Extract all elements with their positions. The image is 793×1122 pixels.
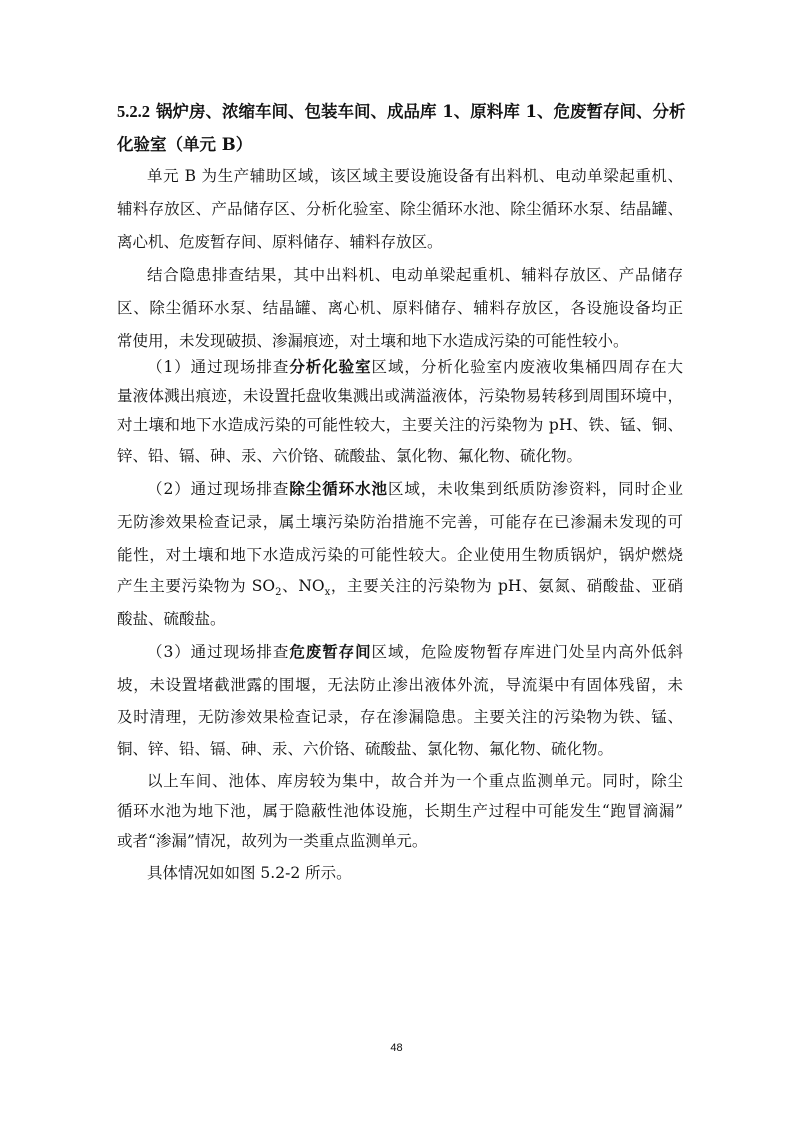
item-1-lead: （1）通过现场排查 [147, 358, 290, 376]
paragraph-3-line-3: 对土壤和地下水造成污染的可能性较大，主要关注的污染物为 pH、铁、锰、铜、 [117, 416, 683, 434]
formula-so2-subscript: 2 [275, 587, 282, 599]
paragraph-2-line-1: 结合隐患排查结果，其中出料机、电动单梁起重机、辅料存放区、产品储存 [147, 266, 683, 284]
formula-so2-text: 产生主要污染物为 SO [117, 577, 276, 595]
section-title-line-2: 化验室（单元 B） [117, 135, 253, 154]
paragraph-3-line-4: 锌、铅、镉、砷、汞、六价铬、硫酸盐、氯化物、氟化物、硫化物。 [117, 447, 583, 465]
section-heading [117, 95, 686, 161]
paragraph-1-line-3: 离心机、危废暂存间、原料储存、辅料存放区。 [117, 233, 443, 251]
section-title-line-1: 锅炉房、浓缩车间、包装车间、成品库 1、原料库 1、危废暂存间、分析 [156, 102, 686, 121]
paragraph-4-line-1 [147, 479, 683, 499]
paragraph-1-line-1: 单元 B 为生产辅助区域，该区域主要设施设备有出料机、电动单梁起重机、 [147, 167, 683, 185]
paragraph-1-line-2: 辅料存放区、产品储存区、分析化验室、除尘循环水池、除尘循环水泵、结晶罐、 [117, 200, 683, 218]
paragraph-2-line-3: 常使用，未发现破损、渗漏痕迹，对土壤和地下水造成污染的可能性较小。 [117, 332, 629, 350]
item-2-lead: （2）通过现场排查 [147, 480, 290, 498]
item-3-rest: 区域，危险废物暂存库进门处呈内高外低斜 [371, 643, 683, 661]
page-number: 48 [390, 1042, 403, 1054]
item-2-rest: 区域，未收集到纸质防渗资料，同时企业 [387, 480, 683, 498]
section-number: 5.2.2 [117, 102, 150, 121]
item-2-keyword: 除尘循环水池 [289, 479, 388, 498]
paragraph-4-line-2: 无防渗效果检查记录，属土壤污染防治措施不完善，可能存在已渗漏未发现的可 [117, 513, 683, 531]
paragraph-3-line-1 [147, 357, 683, 377]
paragraph-6-line-3: 或者“渗漏”情况，故列为一类重点监测单元。 [117, 832, 428, 850]
item-1-keyword: 分析化验室 [289, 357, 372, 376]
paragraph-6-line-1: 以上车间、池体、库房较为集中，故合并为一个重点监测单元。同时，除尘 [147, 772, 683, 790]
formula-nox-text: 、NO [281, 577, 325, 595]
formula-nox-subscript: x [324, 587, 331, 599]
paragraph-2-line-2: 区、除尘循环水泵、结晶罐、离心机、原料储存、辅料存放区，各设施设备均正 [117, 299, 683, 317]
item-3-keyword: 危废暂存间 [289, 642, 372, 661]
paragraph-7: 具体情况如如图 5.2-2 所示。 [147, 864, 352, 882]
paragraph-3-line-2: 量液体溅出痕迹，未设置托盘收集溅出或满溢液体，污染物易转移到周围环境中， [117, 387, 683, 405]
paragraph-4-line-5: 酸盐、硫酸盐。 [117, 610, 226, 628]
pollutants-text: ，主要关注的污染物为 pH、氨氮、硝酸盐、亚硝 [330, 577, 683, 595]
paragraph-4-line-4 [117, 576, 683, 603]
paragraph-5-line-1 [147, 642, 683, 662]
paragraph-5-line-2: 坡，未设置堵截泄露的围堰，无法防止渗出液体外流，导流渠中有固体残留，未 [117, 676, 683, 694]
item-1-rest: 区域，分析化验室内废液收集桶四周存在大 [371, 358, 683, 376]
paragraph-6-line-2: 循环水池为地下池，属于隐蔽性池体设施，长期生产过程中可能发生“跑冒滴漏” [117, 802, 683, 820]
item-3-lead: （3）通过现场排查 [147, 643, 290, 661]
paragraph-5-line-4: 铜、锌、铅、镉、砷、汞、六价铬、硫酸盐、氯化物、氟化物、硫化物。 [117, 740, 614, 758]
paragraph-4-line-3: 能性，对土壤和地下水造成污染的可能性较大。企业使用生物质锅炉，锅炉燃烧 [117, 546, 683, 564]
paragraph-5-line-3: 及时清理，无防渗效果检查记录，存在渗漏隐患。主要关注的污染物为铁、锰、 [117, 708, 683, 726]
